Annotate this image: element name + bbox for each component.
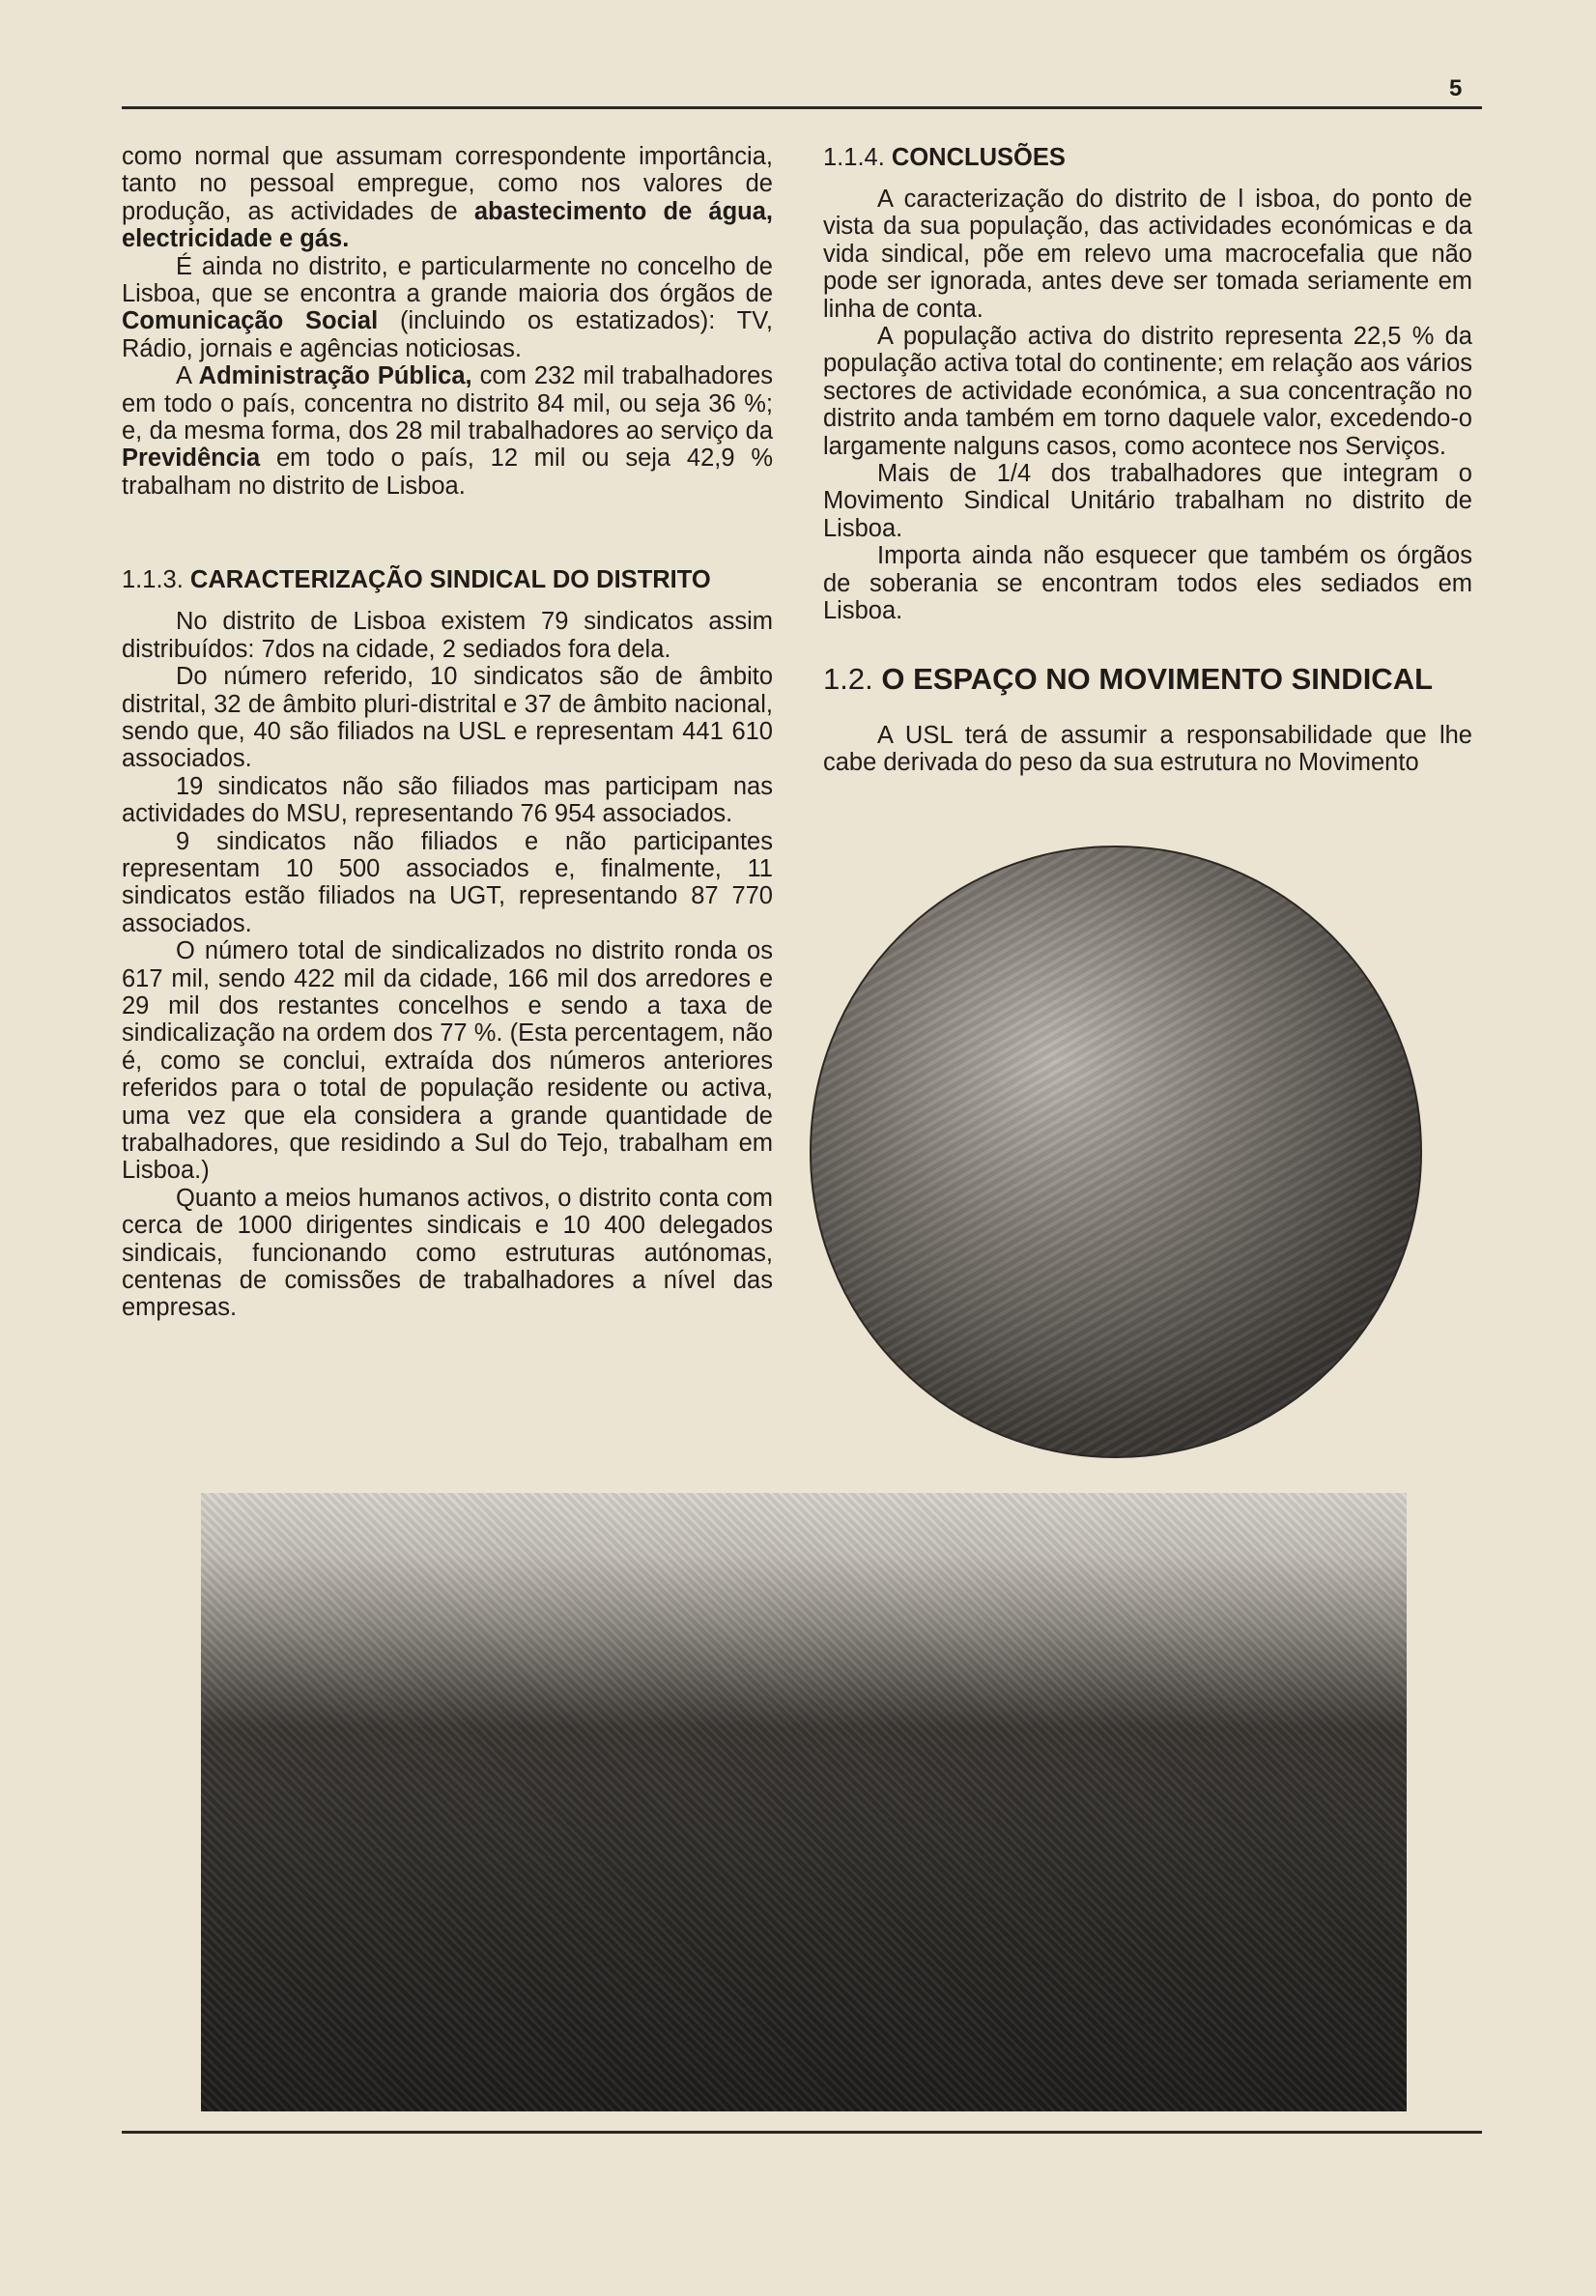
right-column xyxy=(823,143,1472,776)
section-number: 1.1.3. xyxy=(122,566,184,594)
section-heading-12 xyxy=(823,662,1472,697)
footer-rule xyxy=(122,2131,1482,2134)
text-run: A xyxy=(176,362,199,390)
left-paragraph-7: 9 sindicatos não filiados e não participantes representam 10 500 associados e, finalmente, 11 sindicatos estão filiados na UGT, representando 87 770 associados. xyxy=(122,827,773,937)
section-title: CARACTERIZAÇÃO SINDICAL DO DISTRITO xyxy=(189,566,711,594)
left-paragraph-8: O número total de sindicalizados no distrito ronda os 617 mil, sendo 422 mil da cidade, 166 mil dos arredores e 29 mil dos restantes concelhos e sendo a taxa de sindicalização na ordem dos 77 %. (Esta percentagem, não é, como se conclui, extraída dos números anteriores referidos para o total de população residente ou activa, uma vez que ela considera a grande quantidade de trabalhadores, que residindo a Sul do Tejo, trabalham em Lisboa.) xyxy=(122,937,773,1185)
left-paragraph-9: Quanto a meios humanos activos, o distrito conta com cerca de 1000 dirigentes sindicais e 10 400 delegados sindicais, funcionando como estruturas autónomas, centenas de comissões de trabalhadores a nível das empresas. xyxy=(122,1184,773,1322)
right-paragraph-3: Mais de 1/4 dos trabalhadores que integram o Movimento Sindical Unitário trabalham no distrito de Lisboa. xyxy=(823,460,1472,542)
bold-run: Previdência xyxy=(122,445,261,473)
bold-run: Comunicação Social xyxy=(122,307,379,335)
right-paragraph-4: Importa ainda não esquecer que também os órgãos de soberania se encontram todos eles sediados em Lisboa. xyxy=(823,542,1472,625)
section-heading-113 xyxy=(122,565,773,594)
page-number: 5 xyxy=(1449,75,1463,101)
section-title: O ESPAÇO NO MOVIMENTO SINDICAL xyxy=(881,661,1434,696)
text-run: É ainda no distrito, e particularmente no concelho de Lisboa, que se encontra a grande maioria dos órgãos de xyxy=(122,252,773,308)
bold-run: Administração Pública, xyxy=(198,362,472,390)
section-number: 1.1.4. xyxy=(823,144,885,171)
section-number: 1.2. xyxy=(823,661,873,696)
spacer xyxy=(823,697,1472,722)
spacer xyxy=(122,594,773,608)
right-paragraph-2: A população activa do distrito representa 22,5 % da população activa total do continente; em relação aos vários sectores de actividade económica, a sua concentração no distrito anda também em torno daquele valor, excedendo-o largamente nalguns casos, como acontece nos Serviços. xyxy=(823,323,1472,460)
spacer xyxy=(823,172,1472,186)
circular-crowd-closeup-photo xyxy=(810,846,1422,1458)
section-title: CONCLUSÕES xyxy=(891,144,1066,171)
section-heading-114 xyxy=(823,143,1472,172)
spacer xyxy=(823,625,1472,662)
spacer xyxy=(122,500,773,565)
left-paragraph-5: Do número referido, 10 sindicatos são de âmbito distrital, 32 de âmbito pluri-distrital e 37 de âmbito nacional, sendo que, 40 são filiados na USL e representam 441 610 associados. xyxy=(122,663,773,773)
text-run: com 232 mil trabalhadores em todo o país, concentra no distrito 84 mil, ou seja 36 %; e, da mesma forma, dos 28 mil trabalhadores ao serviço da xyxy=(122,362,774,445)
left-paragraph-3 xyxy=(122,362,773,500)
left-column xyxy=(122,143,773,1322)
right-paragraph-1: A caracterização do distrito de l isboa, do ponto de vista da sua população, das actividades económicas e da vida sindical, põe em relevo uma macrocefalia que não pode ser ignorada, antes deve ser tomada seriamente em linha de conta. xyxy=(823,186,1472,323)
header-rule xyxy=(122,106,1482,109)
text-run: (incluindo os estatizados): TV, Rádio, jornais e agências noticiosas. xyxy=(122,307,773,362)
right-paragraph-5: A USL terá de assumir a responsabilidade que lhe cabe derivada do peso da sua estrutura no Movimento xyxy=(823,721,1472,776)
left-paragraph-1 xyxy=(122,143,773,253)
text-run: como normal que assumam correspondente importância, tanto no pessoal empregue, como nos valores de produção, as actividades de xyxy=(122,143,773,225)
left-paragraph-4: No distrito de Lisboa existem 79 sindicatos assim distribuídos: 7dos na cidade, 2 sediados fora dela. xyxy=(122,608,773,663)
bold-run: abastecimento de água, electricidade e gás. xyxy=(122,197,773,253)
left-paragraph-2 xyxy=(122,253,773,363)
crowd-demonstration-photo xyxy=(201,1493,1407,2111)
text-run: em todo o país, 12 mil ou seja 42,9 % trabalham no distrito de Lisboa. xyxy=(122,445,773,500)
left-paragraph-6: 19 sindicatos não são filiados mas participam nas actividades do MSU, representando 76 954 associados. xyxy=(122,772,773,828)
